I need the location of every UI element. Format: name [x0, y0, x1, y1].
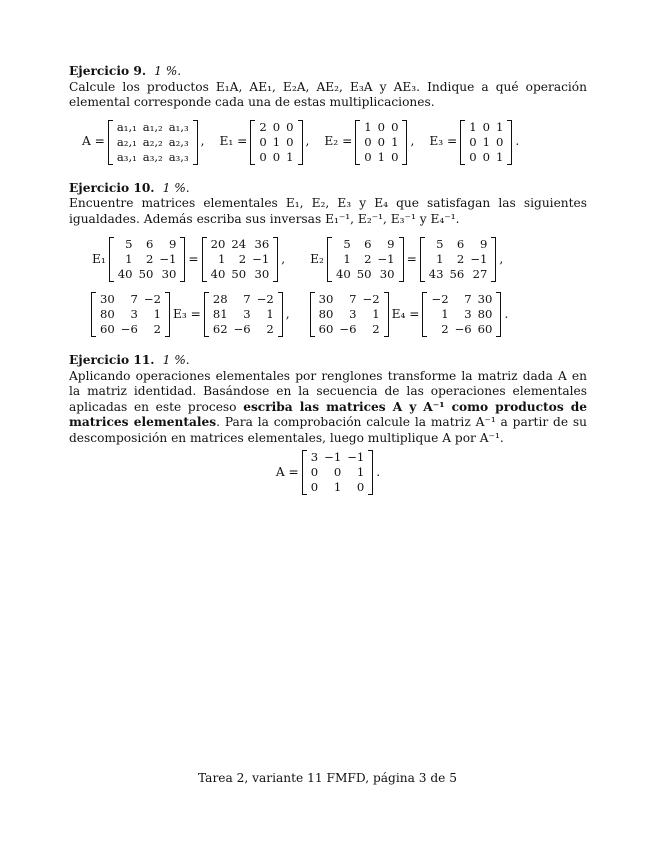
matrix-cell: 80 [477, 307, 493, 321]
matrix-cell: 1 [495, 119, 504, 134]
matrix-cell: 1 [391, 134, 399, 149]
matrix-cell: 1 [272, 134, 281, 149]
ex10-eq1-M [109, 237, 186, 282]
matrix-cell: 24 [231, 237, 247, 251]
ex11-text-part2: . Para la comprobación calcule la matriz A⁻¹ a partir de su descomposición en matrices elementales, luego multiplique A por A⁻¹. [69, 415, 587, 445]
matrix-cell: −2 [143, 292, 161, 306]
ex11-title: Ejercicio 11. [69, 353, 155, 367]
period: . [504, 306, 509, 321]
matrix-row [97, 292, 164, 307]
matrix-row [114, 150, 192, 165]
matrix-cell: 1 [436, 252, 444, 266]
matrix-cell: 0 [286, 134, 294, 149]
matrix-cell: 5 [343, 237, 351, 251]
matrix-cell: 0 [377, 134, 386, 149]
matrix-cell: 2 [238, 252, 247, 266]
matrix-cell: 1 [364, 119, 372, 134]
matrix-row [466, 120, 506, 135]
matrix-cell: 0 [469, 134, 477, 149]
ex10-eq2-R [420, 237, 497, 282]
ex10-E3-label: E₃ = [172, 306, 201, 321]
matrix-row [97, 307, 164, 322]
matrix-cell: a₃,₃ [168, 149, 189, 164]
matrix-cell: a₂,₂ [142, 134, 163, 149]
matrix-cell: 0 [259, 149, 267, 164]
ex9-weight: 1 %. [154, 64, 182, 78]
matrix-cell: 50 [356, 267, 372, 281]
matrix-cell: −1 [159, 252, 177, 266]
ex10-eq3-M [91, 292, 170, 337]
matrix-cell: −6 [120, 322, 138, 336]
matrix-cell: 43 [428, 267, 444, 281]
matrix-row [333, 252, 398, 267]
matrix-cell: 30 [254, 267, 270, 281]
matrix-cell: 9 [480, 237, 488, 251]
matrix-cell: 30 [477, 292, 493, 306]
matrix-row [308, 480, 368, 495]
matrix-row [308, 465, 368, 480]
ex11-matrix-A [302, 450, 374, 495]
matrix-cell: 2 [153, 322, 161, 336]
ex11-weight: 1 %. [162, 353, 190, 367]
matrix-cell: 1 [441, 307, 449, 321]
ex9-matrix-E2 [355, 120, 407, 165]
ex10-row2 [91, 292, 587, 337]
matrix-cell: a₁,₃ [168, 119, 189, 134]
matrix-cell: 9 [169, 237, 177, 251]
matrix-cell: 0 [469, 149, 477, 164]
equals: = [188, 251, 199, 266]
matrix-cell: 0 [310, 465, 319, 479]
matrix-row [428, 307, 495, 322]
ex10-E1-label: E₁ [92, 251, 106, 266]
ex10-E4-label: E₄ = [391, 306, 420, 321]
matrix-row [115, 267, 180, 282]
matrix-row [333, 237, 398, 252]
matrix-cell: −1 [324, 450, 342, 464]
equals: = [406, 251, 417, 266]
matrix-cell: 60 [318, 322, 334, 336]
matrix-cell: 60 [477, 322, 493, 336]
matrix-cell: 2 [372, 322, 380, 336]
matrix-cell: 0 [364, 134, 372, 149]
matrix-row [115, 252, 180, 267]
matrix-cell: 5 [436, 237, 444, 251]
ex9-text: Calcule los productos E₁A, AE₁, E₂A, AE₂, E₃A y AE₃. Indique a qué operación elemental corresponde cada una de estas multiplicaciones. [69, 79, 587, 109]
matrix-cell: 0 [495, 134, 504, 149]
matrix-cell: 7 [243, 292, 251, 306]
matrix-cell: 3 [243, 307, 251, 321]
matrix-cell: 1 [286, 149, 294, 164]
ex11-text-bold: escriba las matrices A y A⁻¹ como productos de matrices elementales [69, 399, 587, 429]
ex11-matrix-row [69, 450, 587, 495]
matrix-cell: a₃,₁ [116, 149, 137, 164]
matrix-cell: a₂,₃ [168, 134, 189, 149]
matrix-cell: 81 [212, 307, 228, 321]
matrix-cell: a₁,₁ [116, 119, 137, 134]
matrix-cell: 2 [145, 252, 154, 266]
ex9-E3-label: E₃ = [429, 134, 458, 149]
matrix-cell: 40 [117, 267, 133, 281]
matrix-cell: 6 [364, 237, 372, 251]
matrix-row [308, 450, 368, 465]
matrix-cell: 0 [286, 119, 294, 134]
comma: , [305, 134, 310, 149]
matrix-cell: 0 [333, 465, 342, 479]
ex10-eq4-R [422, 292, 501, 337]
matrix-cell: 0 [310, 480, 319, 494]
ex9-title: Ejercicio 9. [69, 64, 147, 78]
matrix-row [210, 322, 277, 337]
matrix-row [466, 135, 506, 150]
comma: , [285, 306, 290, 321]
matrix-cell: 2 [266, 322, 274, 336]
matrix-cell: 50 [138, 267, 154, 281]
ex10-heading [69, 181, 587, 197]
matrix-cell: 80 [318, 307, 334, 321]
ex10-weight: 1 %. [162, 180, 190, 195]
matrix-cell: −6 [339, 322, 357, 336]
matrix-cell: 1 [153, 307, 161, 321]
matrix-row [426, 237, 491, 252]
matrix-cell: 0 [364, 149, 372, 164]
matrix-cell: 1 [333, 480, 342, 494]
matrix-cell: −1 [470, 252, 488, 266]
matrix-cell: 1 [266, 307, 274, 321]
matrix-cell: −6 [233, 322, 251, 336]
comma: , [499, 251, 504, 266]
matrix-cell: 0 [391, 119, 399, 134]
ex10-eq3-R [204, 292, 283, 337]
comma: , [281, 251, 286, 266]
ex9-heading [69, 64, 587, 80]
matrix-cell: 3 [349, 307, 357, 321]
matrix-row [210, 292, 277, 307]
matrix-cell: −1 [377, 252, 395, 266]
matrix-cell: 0 [377, 119, 386, 134]
ex11-heading [69, 353, 587, 369]
matrix-row [97, 322, 164, 337]
matrix-row [114, 120, 192, 135]
matrix-cell: 3 [310, 450, 319, 464]
matrix-cell: 0 [272, 119, 281, 134]
ex10-text: Encuentre matrices elementales E₁, E₂, E₃ y E₄ que satisfagan las siguientes igualdades. Además escriba sus inversas E₁⁻¹, E₂⁻¹, E₃⁻¹ y E₄⁻¹. [69, 196, 587, 226]
matrix-row [115, 237, 180, 252]
matrix-cell: 5 [125, 237, 133, 251]
matrix-cell: 30 [379, 267, 395, 281]
matrix-cell: 60 [100, 322, 115, 336]
matrix-cell: 1 [482, 134, 490, 149]
matrix-cell: 1 [125, 252, 133, 266]
ex9-A-label: A = [82, 134, 105, 149]
matrix-cell: 1 [495, 149, 504, 164]
matrix-cell: 62 [212, 322, 228, 336]
matrix-row [361, 135, 401, 150]
matrix-cell: 3 [464, 307, 472, 321]
matrix-row [361, 120, 401, 135]
matrix-cell: 7 [130, 292, 138, 306]
ex9-E2-label: E₂ = [324, 134, 353, 149]
ex9-matrix-E3 [460, 120, 512, 165]
matrix-row [361, 150, 401, 165]
matrix-cell: 7 [464, 292, 472, 306]
ex9-matrix-A [108, 120, 198, 165]
matrix-cell: 1 [343, 252, 351, 266]
matrix-cell: −1 [347, 450, 365, 464]
matrix-row [208, 237, 273, 252]
matrix-cell: 36 [254, 237, 270, 251]
matrix-cell: −2 [362, 292, 380, 306]
matrix-row [316, 292, 383, 307]
ex9-matrices [79, 120, 587, 165]
ex10-title: Ejercicio 10. [69, 180, 155, 195]
matrix-cell: 30 [161, 267, 177, 281]
matrix-row [333, 267, 398, 282]
matrix-row [256, 150, 296, 165]
ex10-eq4-M [310, 292, 389, 337]
matrix-row [428, 292, 495, 307]
matrix-cell: 56 [449, 267, 465, 281]
matrix-row [316, 307, 383, 322]
matrix-cell: 0 [391, 149, 399, 164]
matrix-row [316, 322, 383, 337]
matrix-cell: a₁,₂ [142, 119, 163, 134]
matrix-row [114, 135, 192, 150]
matrix-cell: 30 [318, 292, 334, 306]
matrix-cell: a₃,₂ [142, 149, 163, 164]
ex11-text [69, 369, 587, 447]
comma: , [410, 134, 415, 149]
matrix-row [426, 252, 491, 267]
matrix-cell: −1 [252, 252, 270, 266]
matrix-cell: 0 [272, 149, 281, 164]
ex10-eq1-R [202, 237, 279, 282]
matrix-cell: 1 [218, 252, 226, 266]
matrix-cell: 28 [212, 292, 228, 306]
matrix-cell: 80 [100, 307, 115, 321]
matrix-cell: 1 [356, 465, 365, 479]
matrix-row [256, 120, 296, 135]
matrix-cell: 1 [469, 119, 477, 134]
matrix-cell: 1 [377, 149, 386, 164]
ex11-text-part1: Aplicando operaciones elementales por renglones transforme la matriz dada A en la matriz identidad. Basándose en la secuencia de las operaciones elementales aplicadas en este proceso [69, 368, 587, 414]
matrix-cell: 30 [100, 292, 115, 306]
ex10-E2-label: E₂ [310, 251, 324, 266]
matrix-cell: 6 [456, 237, 465, 251]
matrix-row [466, 150, 506, 165]
matrix-cell: −2 [256, 292, 274, 306]
matrix-cell: 0 [356, 480, 365, 494]
matrix-row [256, 135, 296, 150]
ex11-A-label: A = [275, 464, 299, 479]
matrix-cell: 0 [259, 134, 267, 149]
matrix-cell: 2 [364, 252, 372, 266]
ex9-matrix-E1 [250, 120, 302, 165]
matrix-cell: 20 [210, 237, 226, 251]
comma: , [200, 134, 205, 149]
matrix-row [426, 267, 491, 282]
page-footer: Tarea 2, variante 11 FMFD, página 3 de 5 [198, 771, 457, 785]
matrix-cell: −2 [431, 292, 449, 306]
matrix-row [208, 252, 273, 267]
matrix-cell: 2 [441, 322, 449, 336]
ex9-E1-label: E₁ = [219, 134, 248, 149]
period: . [376, 464, 381, 479]
matrix-cell: 0 [482, 119, 490, 134]
ex10-eq2-M [327, 237, 404, 282]
page-content [69, 64, 587, 495]
matrix-cell: 40 [335, 267, 351, 281]
matrix-row [208, 267, 273, 282]
matrix-row [210, 307, 277, 322]
matrix-cell: 6 [145, 237, 154, 251]
matrix-cell: 2 [456, 252, 465, 266]
matrix-cell: 40 [210, 267, 226, 281]
matrix-cell: 7 [349, 292, 357, 306]
period: . [515, 134, 520, 149]
ex10-row1 [89, 237, 587, 282]
matrix-cell: 9 [387, 237, 395, 251]
matrix-cell: 1 [372, 307, 380, 321]
matrix-row [428, 322, 495, 337]
matrix-cell: 27 [472, 267, 488, 281]
matrix-cell: a₂,₁ [116, 134, 137, 149]
matrix-cell: 3 [130, 307, 138, 321]
matrix-cell: −6 [454, 322, 472, 336]
matrix-cell: 2 [259, 119, 267, 134]
matrix-cell: 0 [482, 149, 490, 164]
matrix-cell: 50 [231, 267, 247, 281]
